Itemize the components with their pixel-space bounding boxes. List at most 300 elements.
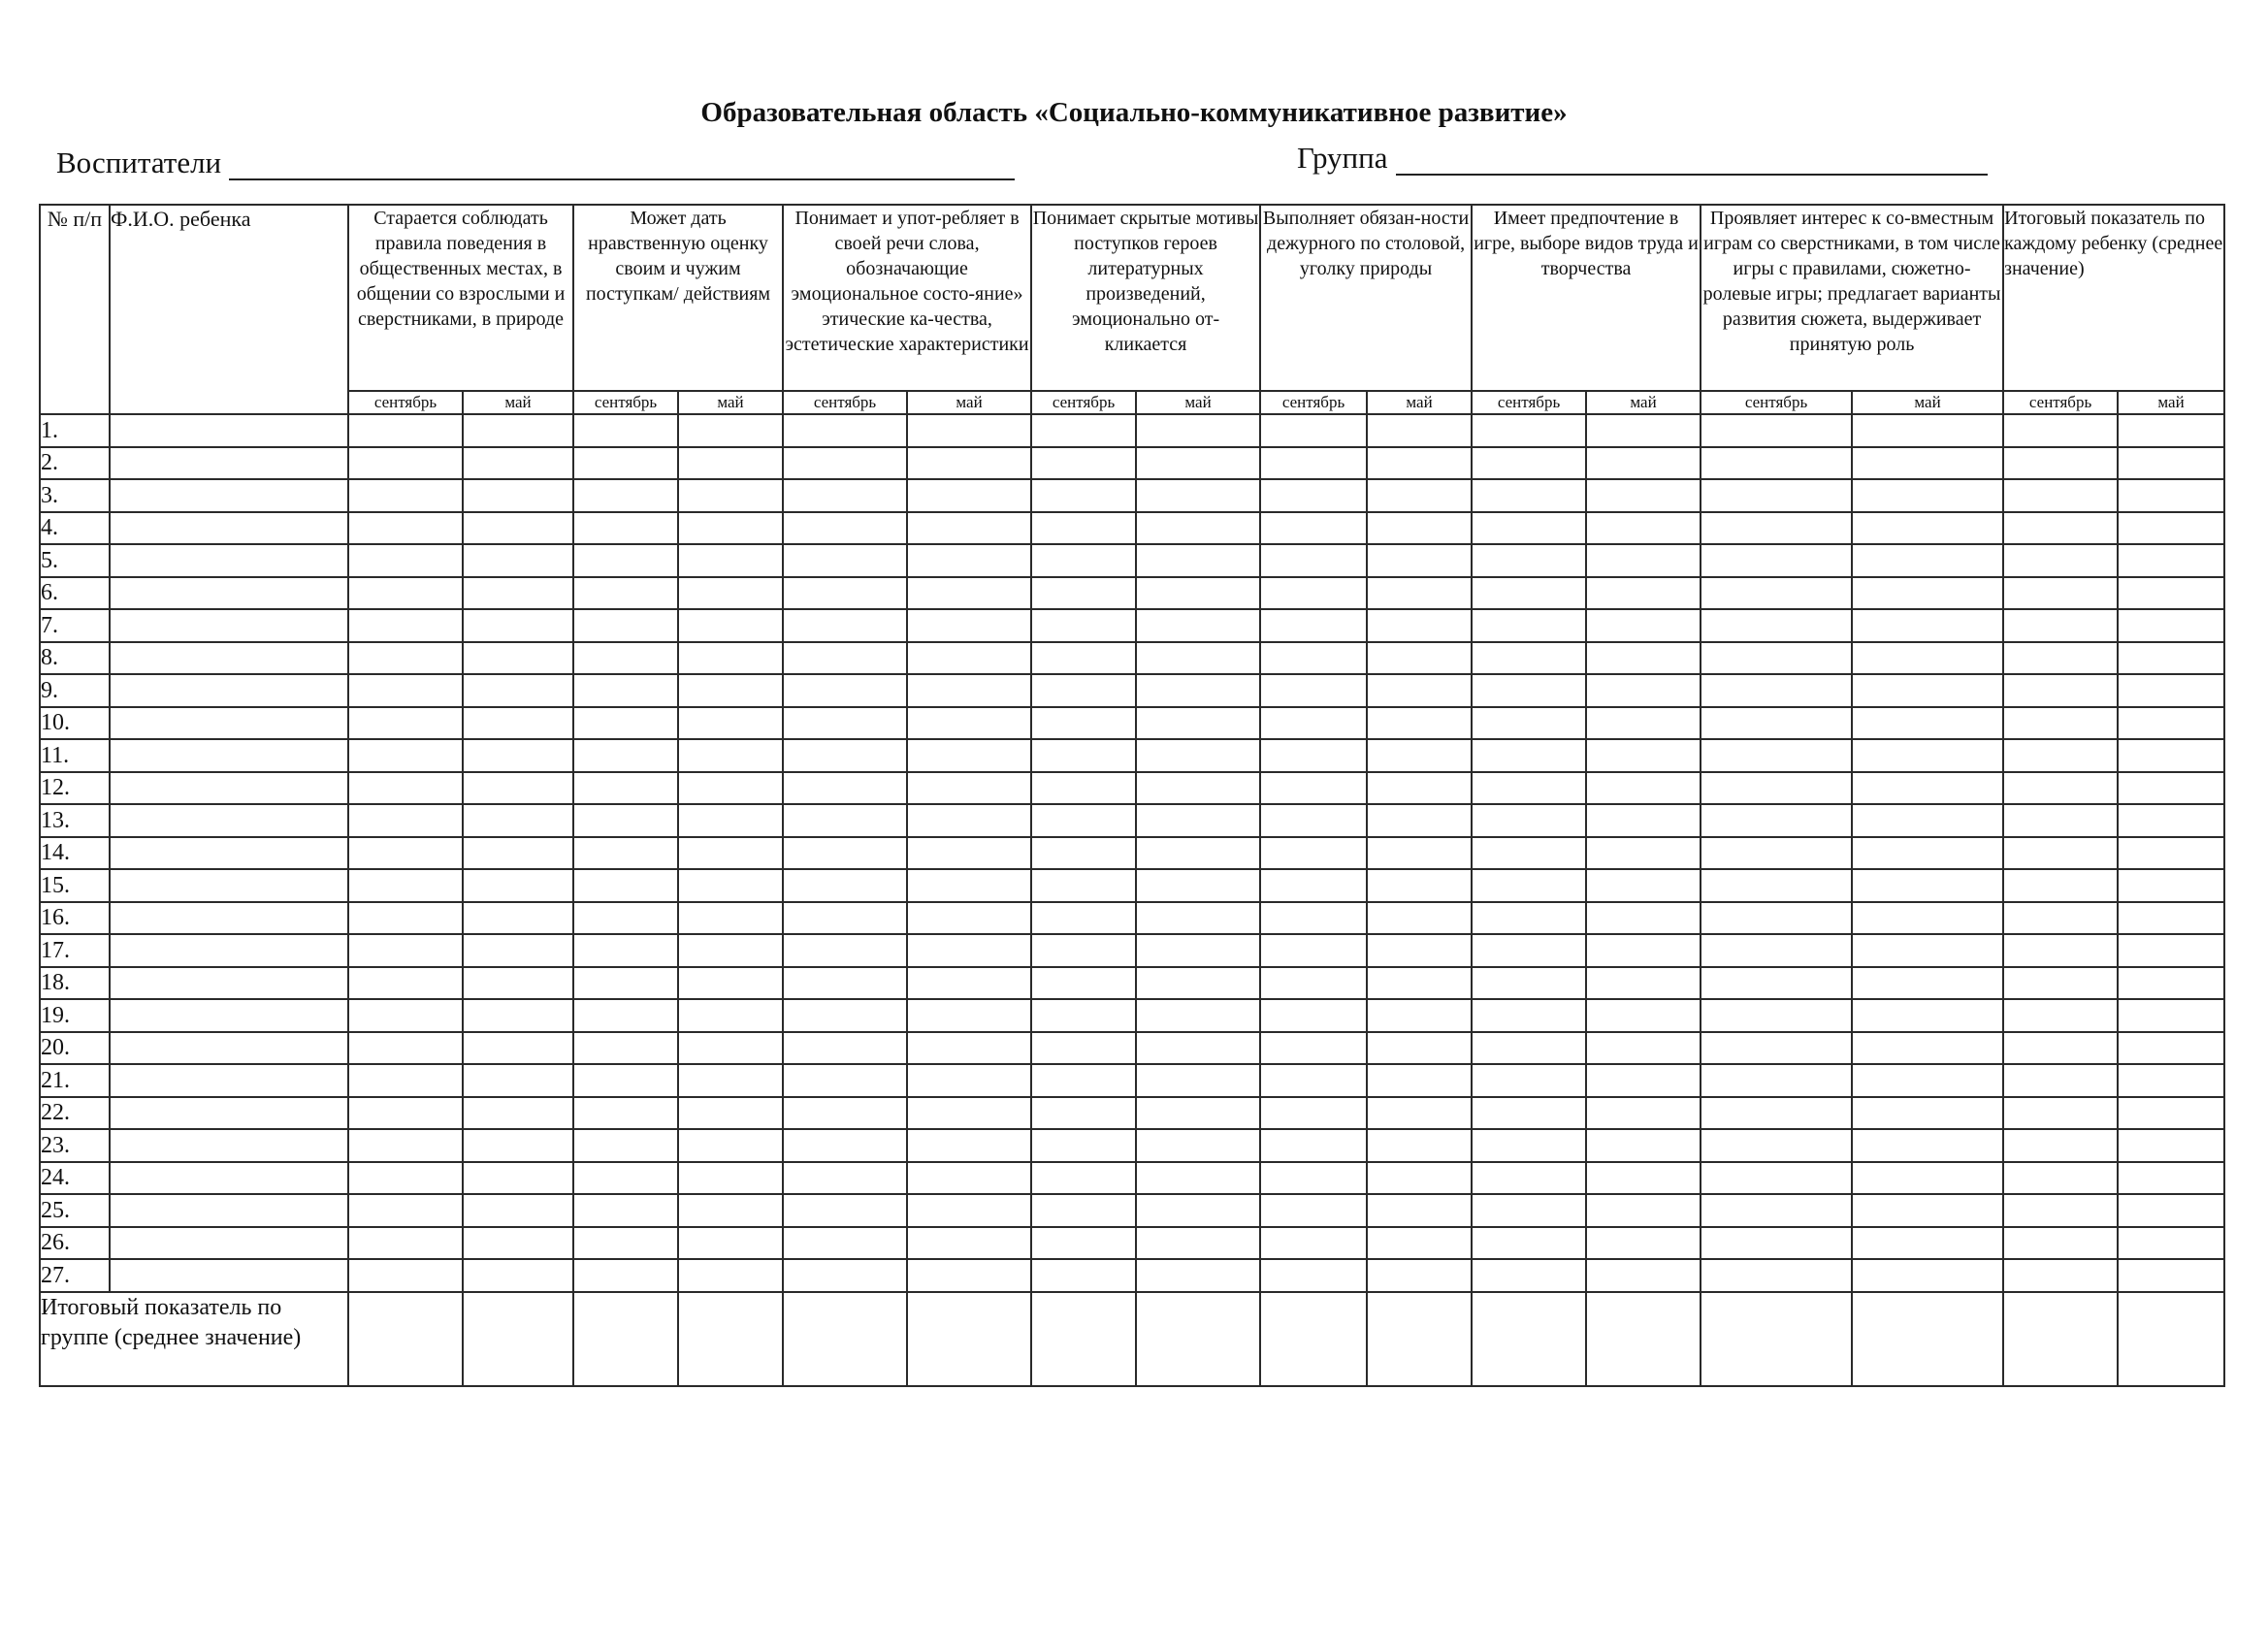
score-cell[interactable] [573,512,678,545]
score-cell[interactable] [1472,1194,1586,1227]
score-cell[interactable] [2003,1097,2118,1130]
score-cell[interactable] [1472,1097,1586,1130]
score-cell[interactable] [2118,1064,2224,1097]
score-cell[interactable] [678,414,783,447]
score-cell[interactable] [1367,544,1472,577]
score-cell[interactable] [1701,479,1852,512]
score-cell[interactable] [2003,804,2118,837]
score-cell[interactable] [1852,414,2003,447]
score-cell[interactable] [783,642,907,675]
score-cell[interactable] [2118,642,2224,675]
score-cell[interactable] [1472,577,1586,610]
score-cell[interactable] [1852,544,2003,577]
score-cell[interactable] [678,967,783,1000]
score-cell[interactable] [1852,1194,2003,1227]
score-cell[interactable] [1852,577,2003,610]
score-cell[interactable] [1472,1032,1586,1065]
score-cell[interactable] [1260,414,1367,447]
score-cell[interactable] [1136,512,1260,545]
score-cell[interactable] [1260,674,1367,707]
score-cell[interactable] [1367,869,1472,902]
score-cell[interactable] [1367,642,1472,675]
score-cell[interactable] [907,1032,1031,1065]
child-name-cell[interactable] [110,544,348,577]
score-cell[interactable] [907,804,1031,837]
score-cell[interactable] [1586,1194,1701,1227]
score-cell[interactable] [678,934,783,967]
score-cell[interactable] [907,739,1031,772]
group-total-cell[interactable] [783,1292,907,1386]
score-cell[interactable] [1586,544,1701,577]
score-cell[interactable] [907,544,1031,577]
score-cell[interactable] [1260,1194,1367,1227]
score-cell[interactable] [1472,869,1586,902]
score-cell[interactable] [1031,1129,1136,1162]
score-cell[interactable] [1852,772,2003,805]
score-cell[interactable] [1136,772,1260,805]
group-total-cell[interactable] [1852,1292,2003,1386]
score-cell[interactable] [1701,707,1852,740]
score-cell[interactable] [1260,1097,1367,1130]
score-cell[interactable] [2003,577,2118,610]
score-cell[interactable] [1031,739,1136,772]
score-cell[interactable] [573,1032,678,1065]
score-cell[interactable] [1136,999,1260,1032]
score-cell[interactable] [1852,902,2003,935]
score-cell[interactable] [1136,1259,1260,1292]
score-cell[interactable] [1367,999,1472,1032]
score-cell[interactable] [463,479,573,512]
score-cell[interactable] [1852,512,2003,545]
score-cell[interactable] [678,1227,783,1260]
score-cell[interactable] [1701,1032,1852,1065]
score-cell[interactable] [1136,1194,1260,1227]
score-cell[interactable] [348,837,463,870]
child-name-cell[interactable] [110,707,348,740]
score-cell[interactable] [1031,772,1136,805]
score-cell[interactable] [783,804,907,837]
group-total-cell[interactable] [1136,1292,1260,1386]
score-cell[interactable] [463,1259,573,1292]
score-cell[interactable] [1136,967,1260,1000]
score-cell[interactable] [573,544,678,577]
score-cell[interactable] [1031,869,1136,902]
score-cell[interactable] [678,1032,783,1065]
score-cell[interactable] [1031,577,1136,610]
score-cell[interactable] [678,837,783,870]
group-total-cell[interactable] [1701,1292,1852,1386]
child-name-cell[interactable] [110,674,348,707]
child-name-cell[interactable] [110,902,348,935]
score-cell[interactable] [783,739,907,772]
score-cell[interactable] [1852,1227,2003,1260]
score-cell[interactable] [1701,967,1852,1000]
child-name-cell[interactable] [110,577,348,610]
score-cell[interactable] [1260,739,1367,772]
score-cell[interactable] [348,609,463,642]
score-cell[interactable] [1701,1162,1852,1195]
score-cell[interactable] [907,1227,1031,1260]
score-cell[interactable] [907,447,1031,480]
score-cell[interactable] [1472,674,1586,707]
score-cell[interactable] [1472,642,1586,675]
group-total-cell[interactable] [348,1292,463,1386]
score-cell[interactable] [1260,1162,1367,1195]
score-cell[interactable] [1472,479,1586,512]
score-cell[interactable] [1852,999,2003,1032]
score-cell[interactable] [573,1097,678,1130]
score-cell[interactable] [2003,512,2118,545]
score-cell[interactable] [1472,739,1586,772]
score-cell[interactable] [1586,674,1701,707]
score-cell[interactable] [907,707,1031,740]
group-total-cell[interactable] [2003,1292,2118,1386]
score-cell[interactable] [1260,1129,1367,1162]
score-cell[interactable] [1031,674,1136,707]
score-cell[interactable] [1260,544,1367,577]
score-cell[interactable] [2003,772,2118,805]
score-cell[interactable] [1260,479,1367,512]
score-cell[interactable] [1136,642,1260,675]
score-cell[interactable] [2003,609,2118,642]
score-cell[interactable] [1367,967,1472,1000]
score-cell[interactable] [348,772,463,805]
score-cell[interactable] [783,512,907,545]
score-cell[interactable] [678,902,783,935]
educators-blank-line[interactable] [229,151,1015,180]
score-cell[interactable] [783,772,907,805]
score-cell[interactable] [1136,544,1260,577]
score-cell[interactable] [1136,934,1260,967]
score-cell[interactable] [678,642,783,675]
score-cell[interactable] [348,902,463,935]
score-cell[interactable] [907,869,1031,902]
score-cell[interactable] [348,674,463,707]
score-cell[interactable] [1852,1097,2003,1130]
score-cell[interactable] [1472,609,1586,642]
score-cell[interactable] [678,512,783,545]
score-cell[interactable] [348,447,463,480]
score-cell[interactable] [573,1064,678,1097]
score-cell[interactable] [1852,1032,2003,1065]
score-cell[interactable] [348,414,463,447]
score-cell[interactable] [1472,934,1586,967]
score-cell[interactable] [348,869,463,902]
score-cell[interactable] [1472,967,1586,1000]
score-cell[interactable] [1367,837,1472,870]
score-cell[interactable] [1031,999,1136,1032]
score-cell[interactable] [1701,577,1852,610]
child-name-cell[interactable] [110,837,348,870]
score-cell[interactable] [1136,804,1260,837]
score-cell[interactable] [907,642,1031,675]
score-cell[interactable] [463,512,573,545]
score-cell[interactable] [1260,869,1367,902]
score-cell[interactable] [678,772,783,805]
score-cell[interactable] [1701,1259,1852,1292]
score-cell[interactable] [678,707,783,740]
score-cell[interactable] [1586,1162,1701,1195]
score-cell[interactable] [573,772,678,805]
score-cell[interactable] [1472,837,1586,870]
score-cell[interactable] [463,999,573,1032]
score-cell[interactable] [783,869,907,902]
score-cell[interactable] [783,1097,907,1130]
score-cell[interactable] [1701,674,1852,707]
score-cell[interactable] [1701,414,1852,447]
score-cell[interactable] [1260,707,1367,740]
score-cell[interactable] [1701,934,1852,967]
score-cell[interactable] [1852,1162,2003,1195]
score-cell[interactable] [1586,1097,1701,1130]
group-total-cell[interactable] [463,1292,573,1386]
child-name-cell[interactable] [110,804,348,837]
score-cell[interactable] [2003,739,2118,772]
score-cell[interactable] [1852,609,2003,642]
score-cell[interactable] [783,1129,907,1162]
score-cell[interactable] [348,967,463,1000]
score-cell[interactable] [2118,837,2224,870]
score-cell[interactable] [907,1259,1031,1292]
score-cell[interactable] [783,577,907,610]
score-cell[interactable] [1367,1259,1472,1292]
score-cell[interactable] [463,1162,573,1195]
score-cell[interactable] [1367,447,1472,480]
score-cell[interactable] [348,544,463,577]
score-cell[interactable] [1852,674,2003,707]
child-name-cell[interactable] [110,609,348,642]
score-cell[interactable] [1852,967,2003,1000]
child-name-cell[interactable] [110,739,348,772]
score-cell[interactable] [1701,609,1852,642]
score-cell[interactable] [1031,804,1136,837]
child-name-cell[interactable] [110,1064,348,1097]
score-cell[interactable] [1260,804,1367,837]
score-cell[interactable] [348,577,463,610]
score-cell[interactable] [678,804,783,837]
score-cell[interactable] [1472,1259,1586,1292]
score-cell[interactable] [2118,609,2224,642]
score-cell[interactable] [783,1064,907,1097]
score-cell[interactable] [348,512,463,545]
score-cell[interactable] [573,1227,678,1260]
score-cell[interactable] [1472,772,1586,805]
score-cell[interactable] [2118,1097,2224,1130]
score-cell[interactable] [2003,414,2118,447]
score-cell[interactable] [1031,479,1136,512]
score-cell[interactable] [1031,512,1136,545]
score-cell[interactable] [678,1129,783,1162]
score-cell[interactable] [463,642,573,675]
child-name-cell[interactable] [110,642,348,675]
score-cell[interactable] [907,414,1031,447]
score-cell[interactable] [2118,1259,2224,1292]
score-cell[interactable] [1031,1097,1136,1130]
score-cell[interactable] [1367,1129,1472,1162]
score-cell[interactable] [1586,577,1701,610]
score-cell[interactable] [2118,772,2224,805]
score-cell[interactable] [573,999,678,1032]
score-cell[interactable] [1852,837,2003,870]
score-cell[interactable] [907,1129,1031,1162]
score-cell[interactable] [1031,1064,1136,1097]
child-name-cell[interactable] [110,447,348,480]
score-cell[interactable] [2118,804,2224,837]
score-cell[interactable] [1586,512,1701,545]
score-cell[interactable] [1586,837,1701,870]
score-cell[interactable] [907,772,1031,805]
score-cell[interactable] [573,967,678,1000]
score-cell[interactable] [1852,739,2003,772]
score-cell[interactable] [463,1129,573,1162]
score-cell[interactable] [348,1194,463,1227]
score-cell[interactable] [1031,447,1136,480]
score-cell[interactable] [2118,544,2224,577]
score-cell[interactable] [1701,512,1852,545]
score-cell[interactable] [2003,1194,2118,1227]
score-cell[interactable] [1586,447,1701,480]
score-cell[interactable] [1701,642,1852,675]
score-cell[interactable] [783,544,907,577]
score-cell[interactable] [1472,707,1586,740]
score-cell[interactable] [573,804,678,837]
score-cell[interactable] [1367,739,1472,772]
score-cell[interactable] [2118,707,2224,740]
score-cell[interactable] [463,1097,573,1130]
score-cell[interactable] [2118,1227,2224,1260]
score-cell[interactable] [1472,414,1586,447]
score-cell[interactable] [1260,609,1367,642]
score-cell[interactable] [2003,642,2118,675]
group-total-cell[interactable] [1260,1292,1367,1386]
score-cell[interactable] [678,739,783,772]
score-cell[interactable] [1260,902,1367,935]
score-cell[interactable] [573,1162,678,1195]
score-cell[interactable] [2118,1162,2224,1195]
score-cell[interactable] [463,707,573,740]
score-cell[interactable] [1586,999,1701,1032]
score-cell[interactable] [2003,1064,2118,1097]
score-cell[interactable] [1031,837,1136,870]
score-cell[interactable] [348,479,463,512]
score-cell[interactable] [348,1097,463,1130]
score-cell[interactable] [1136,1227,1260,1260]
score-cell[interactable] [1136,414,1260,447]
score-cell[interactable] [463,674,573,707]
child-name-cell[interactable] [110,1032,348,1065]
score-cell[interactable] [573,674,678,707]
score-cell[interactable] [463,772,573,805]
score-cell[interactable] [573,577,678,610]
score-cell[interactable] [2003,934,2118,967]
score-cell[interactable] [2003,999,2118,1032]
score-cell[interactable] [1701,869,1852,902]
score-cell[interactable] [907,609,1031,642]
score-cell[interactable] [2003,544,2118,577]
score-cell[interactable] [907,1097,1031,1130]
score-cell[interactable] [2118,674,2224,707]
score-cell[interactable] [2003,707,2118,740]
score-cell[interactable] [783,707,907,740]
score-cell[interactable] [1367,804,1472,837]
score-cell[interactable] [1031,1032,1136,1065]
score-cell[interactable] [1031,544,1136,577]
score-cell[interactable] [348,739,463,772]
score-cell[interactable] [1367,1097,1472,1130]
score-cell[interactable] [1701,1097,1852,1130]
score-cell[interactable] [463,804,573,837]
score-cell[interactable] [2118,512,2224,545]
score-cell[interactable] [573,1129,678,1162]
score-cell[interactable] [463,869,573,902]
score-cell[interactable] [1701,1064,1852,1097]
score-cell[interactable] [678,869,783,902]
score-cell[interactable] [1136,837,1260,870]
group-blank-line[interactable] [1396,146,1988,176]
score-cell[interactable] [1136,609,1260,642]
score-cell[interactable] [1367,414,1472,447]
child-name-cell[interactable] [110,934,348,967]
score-cell[interactable] [1701,902,1852,935]
score-cell[interactable] [1031,642,1136,675]
score-cell[interactable] [2118,479,2224,512]
child-name-cell[interactable] [110,1129,348,1162]
score-cell[interactable] [2003,1227,2118,1260]
score-cell[interactable] [2118,902,2224,935]
score-cell[interactable] [1136,902,1260,935]
score-cell[interactable] [1136,869,1260,902]
score-cell[interactable] [1367,772,1472,805]
score-cell[interactable] [1367,707,1472,740]
child-name-cell[interactable] [110,414,348,447]
score-cell[interactable] [1136,1129,1260,1162]
score-cell[interactable] [1586,707,1701,740]
score-cell[interactable] [783,902,907,935]
score-cell[interactable] [463,837,573,870]
score-cell[interactable] [1260,1032,1367,1065]
score-cell[interactable] [783,414,907,447]
score-cell[interactable] [783,609,907,642]
score-cell[interactable] [1852,804,2003,837]
score-cell[interactable] [1136,1097,1260,1130]
score-cell[interactable] [1586,1129,1701,1162]
score-cell[interactable] [1136,739,1260,772]
score-cell[interactable] [2118,447,2224,480]
score-cell[interactable] [783,1032,907,1065]
child-name-cell[interactable] [110,479,348,512]
score-cell[interactable] [463,739,573,772]
score-cell[interactable] [463,902,573,935]
score-cell[interactable] [678,674,783,707]
score-cell[interactable] [2118,414,2224,447]
score-cell[interactable] [463,447,573,480]
score-cell[interactable] [2118,1032,2224,1065]
score-cell[interactable] [783,1259,907,1292]
score-cell[interactable] [1586,739,1701,772]
score-cell[interactable] [348,1162,463,1195]
score-cell[interactable] [2003,674,2118,707]
score-cell[interactable] [1031,1259,1136,1292]
score-cell[interactable] [1472,544,1586,577]
score-cell[interactable] [2003,1162,2118,1195]
score-cell[interactable] [1031,609,1136,642]
score-cell[interactable] [1260,1064,1367,1097]
score-cell[interactable] [1586,1227,1701,1260]
score-cell[interactable] [783,934,907,967]
child-name-cell[interactable] [110,1097,348,1130]
score-cell[interactable] [678,1064,783,1097]
group-total-cell[interactable] [907,1292,1031,1386]
